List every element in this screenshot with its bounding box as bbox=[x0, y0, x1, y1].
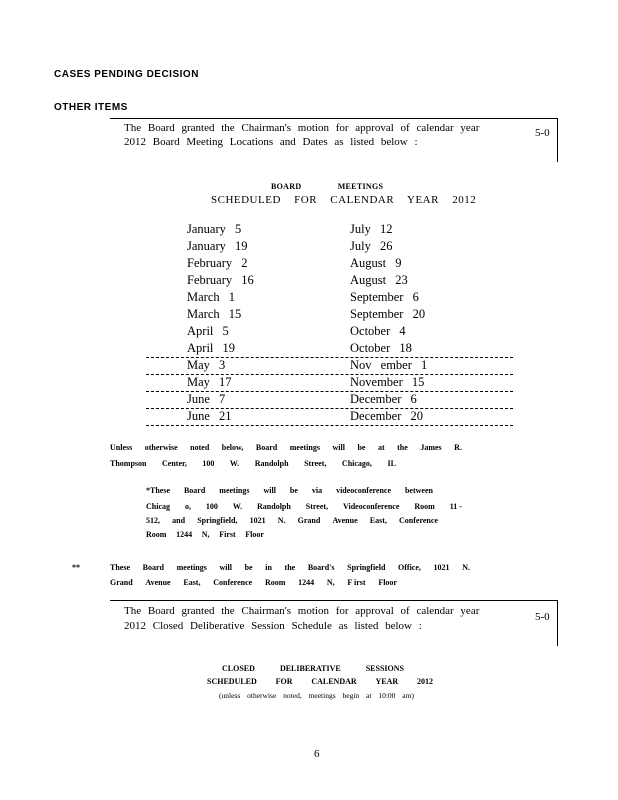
schedule-date: October 4 bbox=[350, 324, 406, 338]
schedule-date: November 15 bbox=[350, 375, 425, 389]
note-word: 100 bbox=[205, 502, 218, 511]
note-word: SCHEDULED bbox=[207, 677, 257, 686]
schedule-date: March 15 bbox=[187, 307, 242, 321]
note-word: meetings bbox=[289, 443, 320, 452]
schedule-date: August 9 bbox=[350, 256, 402, 270]
schedule-date: July 12 bbox=[350, 222, 393, 236]
note-word: N, bbox=[326, 578, 335, 587]
schedule-date: May 17 bbox=[187, 375, 232, 389]
note-word: Board's bbox=[307, 563, 335, 572]
note-word: 1244 bbox=[298, 578, 315, 587]
note-word: Grand bbox=[110, 578, 133, 587]
schedule-date: January 5 bbox=[187, 222, 242, 236]
note-word: IL bbox=[387, 459, 396, 468]
note-word: Avenue bbox=[332, 516, 358, 525]
note-word: N, bbox=[201, 530, 210, 539]
note-word: at bbox=[377, 443, 385, 452]
note-word: 11 - bbox=[449, 502, 462, 511]
note-word: East, bbox=[183, 578, 201, 587]
note-word: Street, bbox=[304, 459, 327, 468]
schedule-date: February 2 bbox=[187, 256, 248, 270]
note-word: and bbox=[172, 516, 186, 525]
note-word: meetings bbox=[176, 563, 207, 572]
springfield-note-line1 bbox=[110, 563, 470, 572]
motion1-right-rule bbox=[557, 118, 558, 162]
note-word: Randolph bbox=[257, 502, 291, 511]
note-word: Videoconference bbox=[342, 502, 400, 511]
note-word: meetings bbox=[219, 486, 250, 495]
note-word: Street, bbox=[305, 502, 329, 511]
note-word: Office, bbox=[398, 563, 421, 572]
note-word: in bbox=[265, 563, 272, 572]
note-word: Unless bbox=[110, 443, 133, 452]
schedule-date: March 1 bbox=[187, 290, 235, 304]
note-word: Board bbox=[255, 443, 278, 452]
note-word: Thompson bbox=[110, 459, 147, 468]
schedule-date: February 16 bbox=[187, 273, 254, 287]
note-word: Room bbox=[146, 530, 167, 539]
closed-sessions-line2 bbox=[207, 677, 433, 686]
note-word: N. bbox=[277, 516, 286, 525]
schedule-dashed-rule bbox=[146, 357, 513, 358]
note-word: SESSIONS bbox=[365, 664, 404, 673]
note-word: East, bbox=[369, 516, 387, 525]
schedule-date: December 20 bbox=[350, 409, 423, 423]
motion2-right-rule bbox=[557, 600, 558, 646]
note-word: F irst bbox=[347, 578, 366, 587]
note-word: Chicago, bbox=[341, 459, 372, 468]
note-word: Board bbox=[142, 563, 164, 572]
note-word: James bbox=[420, 443, 442, 452]
note-word: Room bbox=[414, 502, 435, 511]
section-heading-cases-pending: CASES PENDING DECISION bbox=[54, 69, 199, 80]
note-word: will bbox=[263, 486, 276, 495]
motion2-vote: 5-0 bbox=[535, 611, 550, 623]
note-word: Grand bbox=[297, 516, 321, 525]
note-word: Springfield, bbox=[197, 516, 238, 525]
note-word: Board bbox=[183, 486, 206, 495]
note-word: W. bbox=[232, 502, 243, 511]
note-word: Conference bbox=[399, 516, 438, 525]
page-number: 6 bbox=[314, 748, 320, 760]
note-word: These bbox=[110, 563, 130, 572]
note-word: be bbox=[357, 443, 366, 452]
note-word: YEAR bbox=[375, 677, 399, 686]
note-word: Randolph bbox=[254, 459, 289, 468]
note-word: R. bbox=[454, 443, 462, 452]
note-word: videoconference bbox=[336, 486, 392, 495]
schedule-date: May 3 bbox=[187, 358, 226, 372]
note-word: otherwise bbox=[144, 443, 178, 452]
note-word: be bbox=[289, 486, 298, 495]
note-word: W. bbox=[229, 459, 240, 468]
closed-sessions-line1 bbox=[222, 664, 404, 673]
note-word: 1021 bbox=[249, 516, 266, 525]
motion2-line2: 2012 Closed Deliberative Session Schedule as listed below : bbox=[124, 620, 422, 632]
note-word: be bbox=[244, 563, 253, 572]
schedule-date: September 6 bbox=[350, 290, 419, 304]
springfield-note-marker: ** bbox=[72, 563, 80, 572]
schedule-date: Nov ember 1 bbox=[350, 358, 428, 372]
note-word: Springfield bbox=[347, 563, 386, 572]
schedule-dashed-rule bbox=[146, 425, 513, 426]
motion2-top-rule bbox=[110, 600, 558, 601]
note-word: FOR bbox=[275, 677, 293, 686]
schedule-dashed-rule bbox=[146, 374, 513, 375]
note-word: 512, bbox=[146, 516, 160, 525]
schedule-date: July 26 bbox=[350, 239, 393, 253]
video-note-line2 bbox=[146, 502, 462, 511]
motion2-line1: The Board granted the Chairman's motion for approval of calendar year bbox=[124, 605, 480, 617]
note-word: CALENDAR bbox=[311, 677, 357, 686]
note-word: 1021 bbox=[433, 563, 450, 572]
video-note-line1 bbox=[146, 486, 433, 495]
note-word: the bbox=[397, 443, 408, 452]
note-word: the bbox=[284, 563, 296, 572]
note-word: Avenue bbox=[145, 578, 171, 587]
note-word: 1244 bbox=[176, 530, 193, 539]
motion1-vote: 5-0 bbox=[535, 127, 550, 139]
schedule-dashed-rule bbox=[146, 408, 513, 409]
note-word: First bbox=[219, 530, 236, 539]
note-word: via bbox=[311, 486, 323, 495]
video-note-line3 bbox=[146, 516, 438, 525]
note-word: will bbox=[332, 443, 345, 452]
note-word: Floor bbox=[245, 530, 264, 539]
note-word: CLOSED bbox=[222, 664, 255, 673]
schedule-caption: BOARD MEETINGS bbox=[271, 182, 384, 191]
motion1-line1: The Board granted the Chairman's motion for approval of calendar year bbox=[124, 122, 480, 134]
note-word: Room bbox=[264, 578, 286, 587]
schedule-date: January 19 bbox=[187, 239, 248, 253]
video-note-line4 bbox=[146, 530, 264, 539]
schedule-date: December 6 bbox=[350, 392, 417, 406]
location-note-line1 bbox=[110, 443, 462, 452]
schedule-date: September 20 bbox=[350, 307, 426, 321]
location-note-line2 bbox=[110, 459, 396, 468]
schedule-date: April 5 bbox=[187, 324, 229, 338]
note-word: noted bbox=[190, 443, 210, 452]
closed-sessions-line3: (unless otherwise noted, meetings begin at 10:00 am) bbox=[219, 691, 414, 700]
motion1-top-rule bbox=[110, 118, 558, 119]
schedule-date: June 21 bbox=[187, 409, 232, 423]
note-word: Floor bbox=[378, 578, 397, 587]
note-word: Conference bbox=[213, 578, 253, 587]
note-word: *These bbox=[146, 486, 170, 495]
note-word: between bbox=[404, 486, 433, 495]
note-word: o, bbox=[184, 502, 191, 511]
note-word: Chicag bbox=[146, 502, 170, 511]
note-word: 100 bbox=[202, 459, 215, 468]
note-word: will bbox=[219, 563, 232, 572]
note-word: below, bbox=[221, 443, 244, 452]
note-word: Center, bbox=[162, 459, 187, 468]
schedule-date: October 18 bbox=[350, 341, 412, 355]
schedule-dashed-rule bbox=[146, 391, 513, 392]
note-word: N. bbox=[462, 563, 470, 572]
note-word: DELIBERATIVE bbox=[279, 664, 341, 673]
springfield-note-line2 bbox=[110, 578, 397, 587]
schedule-date: April 19 bbox=[187, 341, 236, 355]
motion1-line2: 2012 Board Meeting Locations and Dates as listed below : bbox=[124, 136, 418, 148]
note-word: 2012 bbox=[416, 677, 433, 686]
schedule-title: SCHEDULED FOR CALENDAR YEAR 2012 bbox=[211, 194, 477, 206]
schedule-date: August 23 bbox=[350, 273, 408, 287]
schedule-date: June 7 bbox=[187, 392, 226, 406]
section-heading-other-items: OTHER ITEMS bbox=[54, 102, 128, 113]
